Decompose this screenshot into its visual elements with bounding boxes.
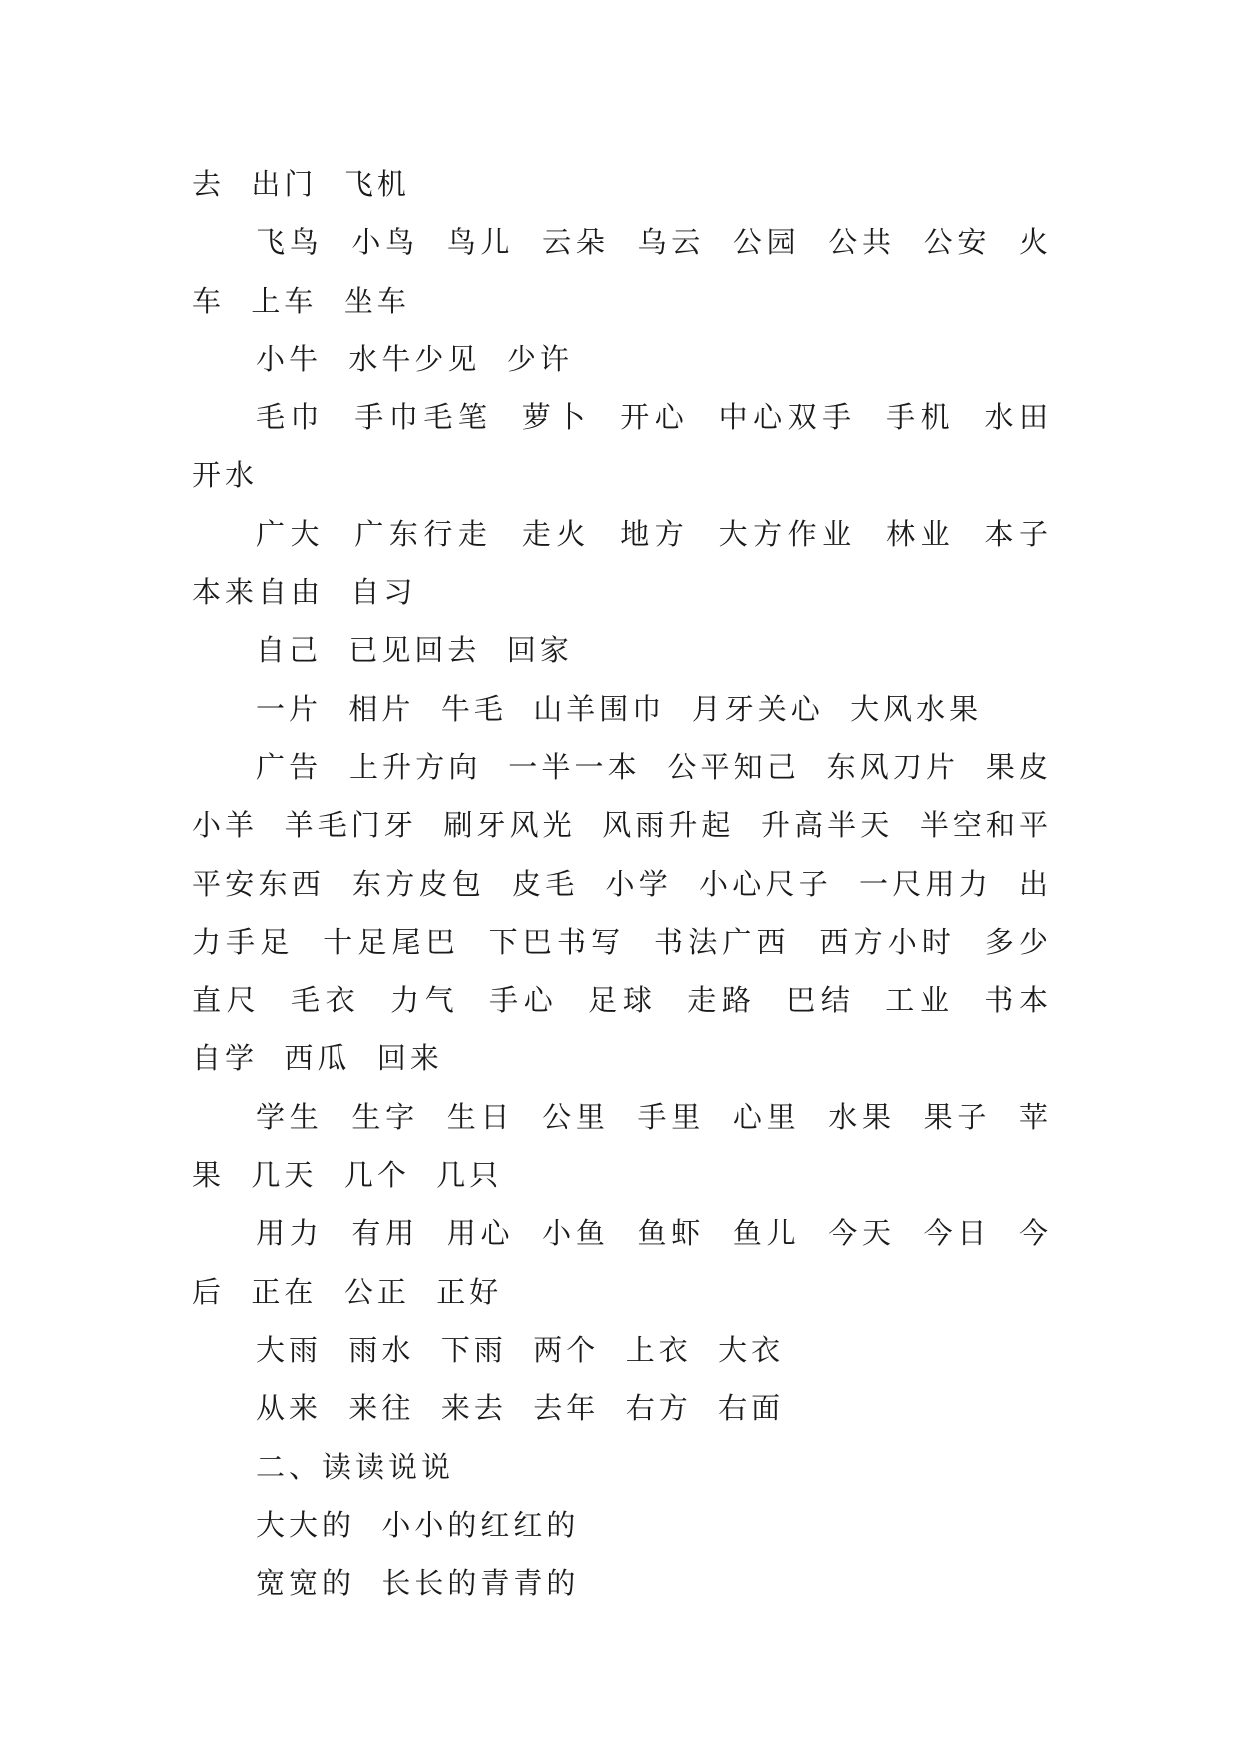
- paragraph-9: 学生 生字 生日 公里 手里 心里 水果 果子 苹果 几天 几个 几只: [192, 1099, 1052, 1193]
- paragraph-4: 毛巾 手巾毛笔 萝卜 开心 中心双手 手机 水田 开水: [192, 400, 1079, 493]
- paragraph-11: 大雨 雨水 下雨 两个 上衣 大衣: [256, 1332, 785, 1367]
- paragraph-7: 一片 相片 牛毛 山羊围巾 月牙关心 大风水果: [256, 691, 983, 726]
- paragraph-1: 去 出门 飞机: [192, 167, 410, 201]
- paragraph-15: 宽宽的 长长的青青的: [256, 1566, 580, 1601]
- paragraph-12: 从来 来往 来去 去年 右方 右面: [256, 1391, 785, 1426]
- paragraph-8: 广告 上升方向 一半一本 公平知己 东风刀片 果皮小羊 羊毛门牙 刷牙风光 风雨升起 升高半天 半空和平平安东西 东方皮包 皮毛 小学 小心尺子 一尺用力 出力手足 十足尾巴 下巴书写 书法广西 西方小时 多少 直尺 毛衣 力气 手心 足球 走路 巴结 工业 书本 自学 西瓜 回来: [192, 749, 1079, 1076]
- paragraph-3: 小牛 水牛少见 少许: [256, 341, 573, 376]
- paragraph-5: 广大 广东行走 走火 地方 大方作业 林业 本子 本来自由 自习: [192, 516, 1079, 610]
- paragraph-6: 自己 已见回去 回家: [256, 633, 573, 668]
- paragraph-14: 大大的 小小的红红的: [256, 1507, 580, 1542]
- paragraph-10: 用力 有用 用心 小鱼 鱼虾 鱼儿 今天 今日 今后 正在 公正 正好: [192, 1216, 1052, 1309]
- paragraph-2: 飞鸟 小鸟 鸟儿 云朵 乌云 公园 公共 公安 火车 上车 坐车: [192, 225, 1052, 318]
- section-heading: 二、读读说说: [256, 1449, 455, 1484]
- document-page: [192, 155, 1079, 1612]
